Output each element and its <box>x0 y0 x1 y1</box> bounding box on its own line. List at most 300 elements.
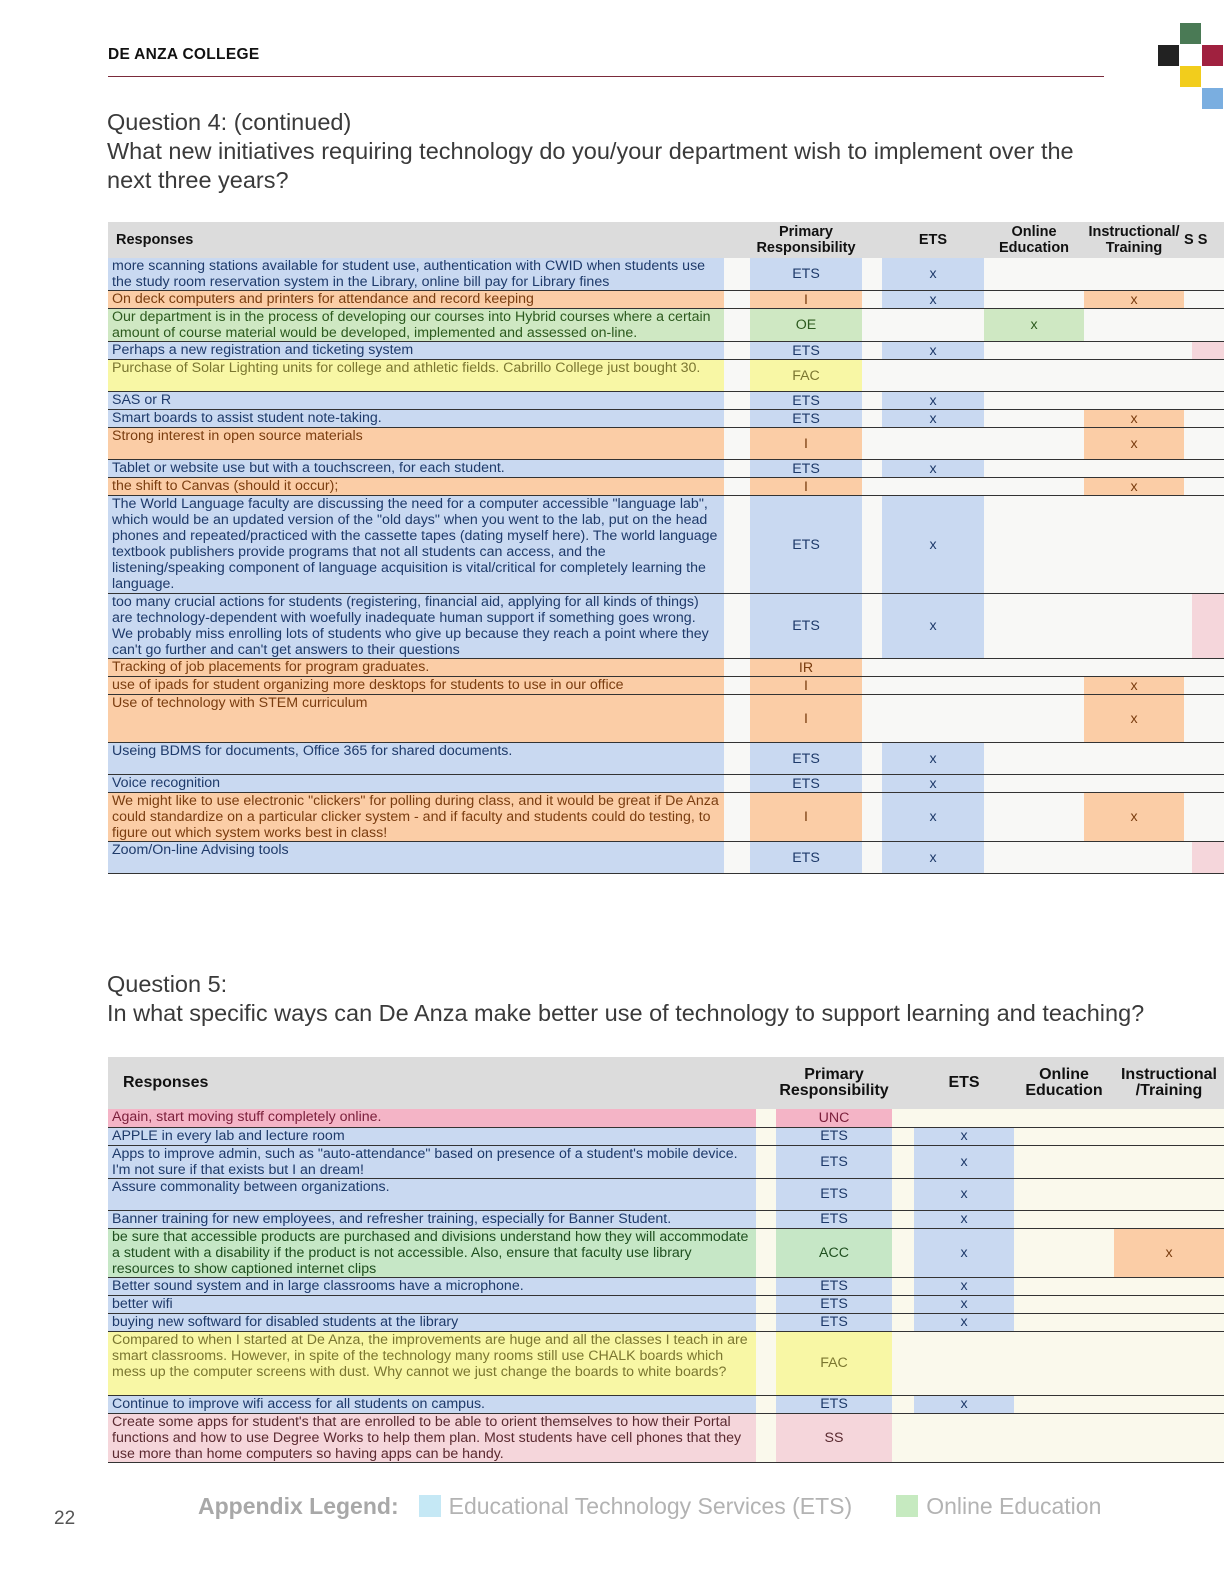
online-mark <box>984 428 1084 460</box>
online-mark <box>1014 1178 1114 1210</box>
spacer-cell <box>862 428 882 460</box>
response-text: Apps to improve admin, such as "auto-attendance" based on presence of a student's mobile device. I'm not sure if that exists but I an dream! <box>108 1145 756 1178</box>
q5-col-responses: Responses <box>108 1057 756 1109</box>
cut-column-cell <box>1184 428 1224 460</box>
table-row <box>108 1295 1224 1313</box>
instr-mark <box>1084 258 1184 291</box>
primary-responsibility: ETS <box>750 775 862 793</box>
spacer-cell <box>756 1127 776 1145</box>
online-mark <box>984 478 1084 496</box>
spacer-cell <box>892 1109 914 1127</box>
table-row <box>108 1210 1224 1228</box>
ets-mark: x <box>882 842 984 874</box>
primary-responsibility: ETS <box>750 594 862 659</box>
ets-mark: x <box>882 460 984 478</box>
online-mark <box>984 743 1084 775</box>
table-row <box>108 1313 1224 1331</box>
primary-responsibility: IR <box>750 659 862 677</box>
ets-mark: x <box>882 410 984 428</box>
spacer-cell <box>756 1228 776 1277</box>
ets-mark: x <box>882 743 984 775</box>
instr-mark: x <box>1084 291 1184 309</box>
ets-mark: x <box>914 1127 1014 1145</box>
q4-col-primary: Primary Responsibility <box>750 222 862 258</box>
q4-table <box>108 222 1224 874</box>
spacer-cell <box>892 1228 914 1277</box>
primary-responsibility: ETS <box>750 496 862 594</box>
primary-responsibility: ETS <box>776 1127 892 1145</box>
spacer-cell <box>724 842 750 874</box>
ets-mark <box>914 1331 1014 1395</box>
ets-mark <box>882 428 984 460</box>
spacer-cell <box>892 1295 914 1313</box>
spacer-cell <box>724 695 750 743</box>
online-mark <box>984 360 1084 392</box>
primary-responsibility: ETS <box>750 342 862 360</box>
spacer-cell <box>724 410 750 428</box>
spacer-cell <box>892 1127 914 1145</box>
spacer-cell <box>892 1331 914 1395</box>
q5-heading-block <box>107 970 1217 1028</box>
q5-col-primary: Primary Responsibility <box>776 1057 892 1109</box>
online-mark: x <box>984 309 1084 342</box>
spacer-cell <box>724 677 750 695</box>
table-row <box>108 428 1224 460</box>
spacer-cell <box>724 360 750 392</box>
table-row <box>108 460 1224 478</box>
cut-column-cell <box>1184 309 1224 342</box>
ets-mark: x <box>882 775 984 793</box>
spacer-cell <box>724 775 750 793</box>
spacer-cell <box>892 1145 914 1178</box>
spacer-cell <box>724 496 750 594</box>
spacer-cell <box>862 677 882 695</box>
logo-square-blue <box>1202 88 1223 109</box>
ets-mark: x <box>882 594 984 659</box>
primary-responsibility: UNC <box>776 1109 892 1127</box>
logo-square-green <box>1180 23 1201 44</box>
spacer-cell <box>892 1210 914 1228</box>
cut-column-cell <box>1184 659 1224 677</box>
response-text: Again, start moving stuff completely online. <box>108 1109 756 1127</box>
primary-responsibility: ETS <box>750 410 862 428</box>
online-mark <box>1014 1395 1114 1413</box>
online-mark <box>984 659 1084 677</box>
online-mark <box>984 842 1084 874</box>
primary-responsibility: I <box>750 291 862 309</box>
table-row <box>108 793 1224 842</box>
legend-item-online <box>896 1493 1101 1520</box>
spacer-cell <box>756 1210 776 1228</box>
table-row <box>108 291 1224 309</box>
ets-mark: x <box>914 1313 1014 1331</box>
legend-title: Appendix Legend: <box>198 1492 399 1519</box>
response-text: Continue to improve wifi access for all students on campus. <box>108 1395 756 1413</box>
instr-mark <box>1114 1127 1224 1145</box>
primary-responsibility: ETS <box>750 743 862 775</box>
table-row <box>108 410 1224 428</box>
instr-mark <box>1114 1295 1224 1313</box>
instr-mark <box>1114 1395 1224 1413</box>
instr-mark <box>1114 1313 1224 1331</box>
spacer-cell <box>892 1178 914 1210</box>
instr-mark: x <box>1084 695 1184 743</box>
instr-mark: x <box>1084 793 1184 842</box>
spacer-cell <box>862 309 882 342</box>
spacer-cell <box>892 1277 914 1295</box>
ets-mark: x <box>882 496 984 594</box>
instr-mark: x <box>1084 410 1184 428</box>
response-text: Better sound system and in large classrooms have a microphone. <box>108 1277 756 1295</box>
table-row <box>108 594 1224 659</box>
online-mark <box>1014 1210 1114 1228</box>
q4-heading: Question 4: (continued) <box>107 109 352 135</box>
response-text: Assure commonality between organizations. <box>108 1178 756 1210</box>
logo-square-red <box>1202 45 1223 66</box>
cut-column-cell <box>1184 392 1224 410</box>
primary-responsibility: OE <box>750 309 862 342</box>
response-text: We might like to use electronic "clickers" for polling during class, and it would be great if De Anza could standardize on a particular clicker system - and if faculty and students could do testing, to figure out which system works best in class! <box>108 793 724 842</box>
table-row <box>108 1395 1224 1413</box>
primary-responsibility: I <box>750 478 862 496</box>
spacer-cell <box>756 1313 776 1331</box>
legend-swatch-ets <box>419 1495 441 1517</box>
q4-heading-block <box>107 108 1217 195</box>
table-row <box>108 360 1224 392</box>
cut-column-cell <box>1184 594 1224 659</box>
spacer-cell <box>862 478 882 496</box>
spacer-cell <box>756 1413 776 1462</box>
response-text: more scanning stations available for student use, authentication with CWID when students use the study room reservation system in the Library, online bill pay for Library fines <box>108 258 724 291</box>
instr-mark <box>1114 1145 1224 1178</box>
cut-column-cell <box>1184 775 1224 793</box>
table-row <box>108 677 1224 695</box>
response-text: use of ipads for student organizing more desktops for students to use in our office <box>108 677 724 695</box>
response-text: Compared to when I started at De Anza, the improvements are huge and all the classes I teach in are smart classrooms. However, in spite of the technology many rooms still use CHALK boards which mess up the computer screens with dust. Why cannot we just change the boards to white boards? <box>108 1331 756 1395</box>
online-mark <box>984 496 1084 594</box>
ets-mark: x <box>914 1277 1014 1295</box>
cut-column-cell <box>1184 342 1224 360</box>
cut-column-cell <box>1184 478 1224 496</box>
primary-responsibility: FAC <box>750 360 862 392</box>
spacer-cell <box>756 1178 776 1210</box>
instr-mark <box>1084 360 1184 392</box>
q4-col-cut: S S <box>1184 222 1224 258</box>
ets-mark <box>882 478 984 496</box>
instr-mark <box>1084 342 1184 360</box>
cut-column-cell <box>1184 793 1224 842</box>
ets-mark: x <box>882 291 984 309</box>
college-name: DE ANZA COLLEGE <box>108 46 260 63</box>
online-mark <box>1014 1228 1114 1277</box>
ets-mark: x <box>882 342 984 360</box>
primary-responsibility: I <box>750 677 862 695</box>
online-mark <box>1014 1277 1114 1295</box>
primary-responsibility: ETS <box>776 1277 892 1295</box>
spacer-cell <box>862 695 882 743</box>
spacer-cell <box>862 793 882 842</box>
instr-mark <box>1084 460 1184 478</box>
online-mark <box>984 291 1084 309</box>
response-text: Purchase of Solar Lighting units for college and athletic fields. Cabrillo College just bought 30. <box>108 360 724 392</box>
spacer-cell <box>756 1145 776 1178</box>
response-text: the shift to Canvas (should it occur); <box>108 478 724 496</box>
table-row <box>108 695 1224 743</box>
instr-mark <box>1114 1331 1224 1395</box>
ets-mark <box>882 677 984 695</box>
online-mark <box>1014 1413 1114 1462</box>
ets-mark: x <box>914 1228 1014 1277</box>
online-mark <box>1014 1313 1114 1331</box>
instr-mark: x <box>1084 428 1184 460</box>
spacer-cell <box>862 360 882 392</box>
spacer-cell <box>724 392 750 410</box>
response-text: SAS or R <box>108 392 724 410</box>
table-row <box>108 478 1224 496</box>
ets-mark: x <box>882 793 984 842</box>
q5-col-ets: ETS <box>914 1057 1014 1109</box>
table-row <box>108 392 1224 410</box>
spacer-cell <box>862 258 882 291</box>
table-row <box>108 1277 1224 1295</box>
online-mark <box>984 793 1084 842</box>
primary-responsibility: ETS <box>750 258 862 291</box>
instr-mark <box>1114 1109 1224 1127</box>
online-mark <box>1014 1109 1114 1127</box>
ets-mark <box>882 695 984 743</box>
spacer-cell <box>724 258 750 291</box>
instr-mark: x <box>1084 478 1184 496</box>
q4-col-instr: Instructional/ Training <box>1084 222 1184 258</box>
cut-column-cell <box>1184 291 1224 309</box>
spacer-cell <box>862 496 882 594</box>
spacer-cell <box>724 594 750 659</box>
q5-table <box>108 1057 1224 1463</box>
primary-responsibility: ETS <box>750 392 862 410</box>
response-text: Tablet or website use but with a touchscreen, for each student. <box>108 460 724 478</box>
spacer-cell <box>724 659 750 677</box>
online-mark <box>1014 1145 1114 1178</box>
spacer-cell <box>724 478 750 496</box>
response-text: Our department is in the process of developing our courses into Hybrid courses where a certain amount of course material would be developed, implemented and assessed on-line. <box>108 309 724 342</box>
primary-responsibility: ETS <box>776 1295 892 1313</box>
online-mark <box>984 594 1084 659</box>
cut-column-cell <box>1184 743 1224 775</box>
online-mark <box>984 258 1084 291</box>
cut-column-cell <box>1184 460 1224 478</box>
instr-mark: x <box>1084 677 1184 695</box>
spacer-cell <box>862 342 882 360</box>
online-mark <box>984 410 1084 428</box>
table-row <box>108 342 1224 360</box>
primary-responsibility: ACC <box>776 1228 892 1277</box>
table-row <box>108 1331 1224 1395</box>
table-row <box>108 1127 1224 1145</box>
table-row <box>108 659 1224 677</box>
logo-square-black <box>1158 45 1179 66</box>
primary-responsibility: ETS <box>750 460 862 478</box>
ets-mark: x <box>882 392 984 410</box>
online-mark <box>984 677 1084 695</box>
response-text: buying new softward for disabled students at the library <box>108 1313 756 1331</box>
instr-mark <box>1084 496 1184 594</box>
primary-responsibility: ETS <box>776 1145 892 1178</box>
response-text: Use of technology with STEM curriculum <box>108 695 724 743</box>
ets-mark <box>914 1413 1014 1462</box>
spacer-cell <box>724 309 750 342</box>
legend-item-ets <box>419 1493 853 1520</box>
q5-col-online: Online Education <box>1014 1057 1114 1109</box>
q4-col-ets: ETS <box>882 222 984 258</box>
online-mark <box>984 342 1084 360</box>
primary-responsibility: ETS <box>776 1313 892 1331</box>
primary-responsibility: I <box>750 695 862 743</box>
q5-heading: Question 5: <box>107 971 228 997</box>
spacer-cell <box>724 743 750 775</box>
table-row <box>108 743 1224 775</box>
online-mark <box>984 695 1084 743</box>
spacer-cell <box>862 460 882 478</box>
instr-mark <box>1084 842 1184 874</box>
cut-column-cell <box>1184 695 1224 743</box>
q4-col-online: Online Education <box>984 222 1084 258</box>
primary-responsibility: ETS <box>776 1178 892 1210</box>
table-row <box>108 1228 1224 1277</box>
primary-responsibility: ETS <box>750 842 862 874</box>
cut-column-cell <box>1184 360 1224 392</box>
response-text: Create some apps for student's that are enrolled to be able to orient themselves to how their Portal functions and how to use Degree Works to help them plan. Most students have cell phones that they use more than home computers so having apps can be handy. <box>108 1413 756 1462</box>
table-row <box>108 258 1224 291</box>
response-text: Smart boards to assist student note-taking. <box>108 410 724 428</box>
online-mark <box>984 392 1084 410</box>
ets-mark: x <box>914 1178 1014 1210</box>
spacer-cell <box>862 842 882 874</box>
instr-mark <box>1114 1210 1224 1228</box>
ets-mark: x <box>914 1295 1014 1313</box>
instr-mark <box>1084 659 1184 677</box>
response-text: The World Language faculty are discussing the need for a computer accessible "language lab", which would be an updated version of the "old days" when you went to the lab, put on the head phones and repeated/practiced with the cassette tapes (dating myself here). The world language textbook publishers provide programs that not all students can access, and the listening/speaking component of language acquisition is vital/critical for completely learning the language. <box>108 496 724 594</box>
spacer-cell <box>756 1331 776 1395</box>
table-row <box>108 1109 1224 1127</box>
cut-column-cell <box>1184 410 1224 428</box>
spacer-cell <box>862 410 882 428</box>
spacer-cell <box>862 291 882 309</box>
online-mark <box>984 460 1084 478</box>
legend-label-ets: Educational Technology Services (ETS) <box>448 1492 853 1519</box>
primary-responsibility: I <box>750 793 862 842</box>
ets-mark: x <box>882 258 984 291</box>
table-row <box>108 842 1224 874</box>
cut-column-cell <box>1184 842 1224 874</box>
cut-column-cell <box>1184 677 1224 695</box>
table-row <box>108 775 1224 793</box>
response-text: Banner training for new employees, and refresher training, especially for Banner Student. <box>108 1210 756 1228</box>
instr-mark <box>1084 775 1184 793</box>
table-row <box>108 496 1224 594</box>
spacer-cell <box>756 1277 776 1295</box>
legend-label-online: Online Education <box>926 1492 1102 1519</box>
table-row <box>108 1178 1224 1210</box>
response-text: Strong interest in open source materials <box>108 428 724 460</box>
spacer-cell <box>892 1313 914 1331</box>
spacer-cell <box>724 291 750 309</box>
ets-mark <box>882 309 984 342</box>
instr-mark <box>1114 1277 1224 1295</box>
q4-col-responses: Responses <box>108 222 724 258</box>
primary-responsibility: ETS <box>776 1210 892 1228</box>
ets-mark <box>914 1109 1014 1127</box>
primary-responsibility: SS <box>776 1413 892 1462</box>
primary-responsibility: I <box>750 428 862 460</box>
spacer-cell <box>756 1109 776 1127</box>
online-mark <box>1014 1127 1114 1145</box>
instr-mark <box>1084 309 1184 342</box>
ets-mark <box>882 659 984 677</box>
spacer-cell <box>724 342 750 360</box>
spacer-cell <box>862 743 882 775</box>
ets-mark: x <box>914 1145 1014 1178</box>
spacer-cell <box>862 659 882 677</box>
spacer-cell <box>862 594 882 659</box>
page-number: 22 <box>54 1508 76 1529</box>
online-mark <box>1014 1331 1114 1395</box>
spacer-cell <box>862 775 882 793</box>
response-text: Tracking of job placements for program graduates. <box>108 659 724 677</box>
response-text: APPLE in every lab and lecture room <box>108 1127 756 1145</box>
spacer-cell <box>892 1395 914 1413</box>
spacer-cell <box>756 1395 776 1413</box>
q5-question: In what specific ways can De Anza make better use of technology to support learning and teaching? <box>107 1000 1145 1026</box>
header-rule <box>108 76 1104 77</box>
instr-mark <box>1084 594 1184 659</box>
response-text: Voice recognition <box>108 775 724 793</box>
online-mark <box>984 775 1084 793</box>
table-row <box>108 1145 1224 1178</box>
spacer-cell <box>892 1413 914 1462</box>
ets-mark: x <box>914 1210 1014 1228</box>
instr-mark <box>1114 1178 1224 1210</box>
q4-question: What new initiatives requiring technology do you/your department wish to implement over the next three years? <box>107 138 1074 193</box>
table-row <box>108 1413 1224 1462</box>
response-text: On deck computers and printers for attendance and record keeping <box>108 291 724 309</box>
cut-column-cell <box>1184 496 1224 594</box>
response-text: too many crucial actions for students (registering, financial aid, applying for all kinds of things) are technology-dependent with woefully inadequate human support if something goes wrong. We probably miss enrolling lots of students who give up because they reach a point where they can't go further and can't get answers to their questions <box>108 594 724 659</box>
table-row <box>108 309 1224 342</box>
instr-mark <box>1114 1413 1224 1462</box>
response-text: Zoom/On-line Advising tools <box>108 842 724 874</box>
online-mark <box>1014 1295 1114 1313</box>
instr-mark: x <box>1114 1228 1224 1277</box>
ets-mark: x <box>914 1395 1014 1413</box>
appendix-legend <box>198 1490 1145 1522</box>
response-text: Perhaps a new registration and ticketing system <box>108 342 724 360</box>
q5-col-instr: Instructional /Training <box>1114 1057 1224 1109</box>
primary-responsibility: ETS <box>776 1395 892 1413</box>
legend-swatch-online <box>896 1495 918 1517</box>
spacer-cell <box>756 1295 776 1313</box>
instr-mark <box>1084 743 1184 775</box>
spacer-cell <box>724 460 750 478</box>
response-text: Useing BDMS for documents, Office 365 for shared documents. <box>108 743 724 775</box>
ets-mark <box>882 360 984 392</box>
response-text: be sure that accessible products are purchased and divisions understand how they will accommodate a student with a disability if the product is not accessible. Also, ensure that faculty use library resources to show captioned internet clips <box>108 1228 756 1277</box>
primary-responsibility: FAC <box>776 1331 892 1395</box>
cut-column-cell <box>1184 258 1224 291</box>
spacer-cell <box>724 793 750 842</box>
spacer-cell <box>862 392 882 410</box>
response-text: better wifi <box>108 1295 756 1313</box>
logo-square-yellow <box>1180 66 1201 87</box>
